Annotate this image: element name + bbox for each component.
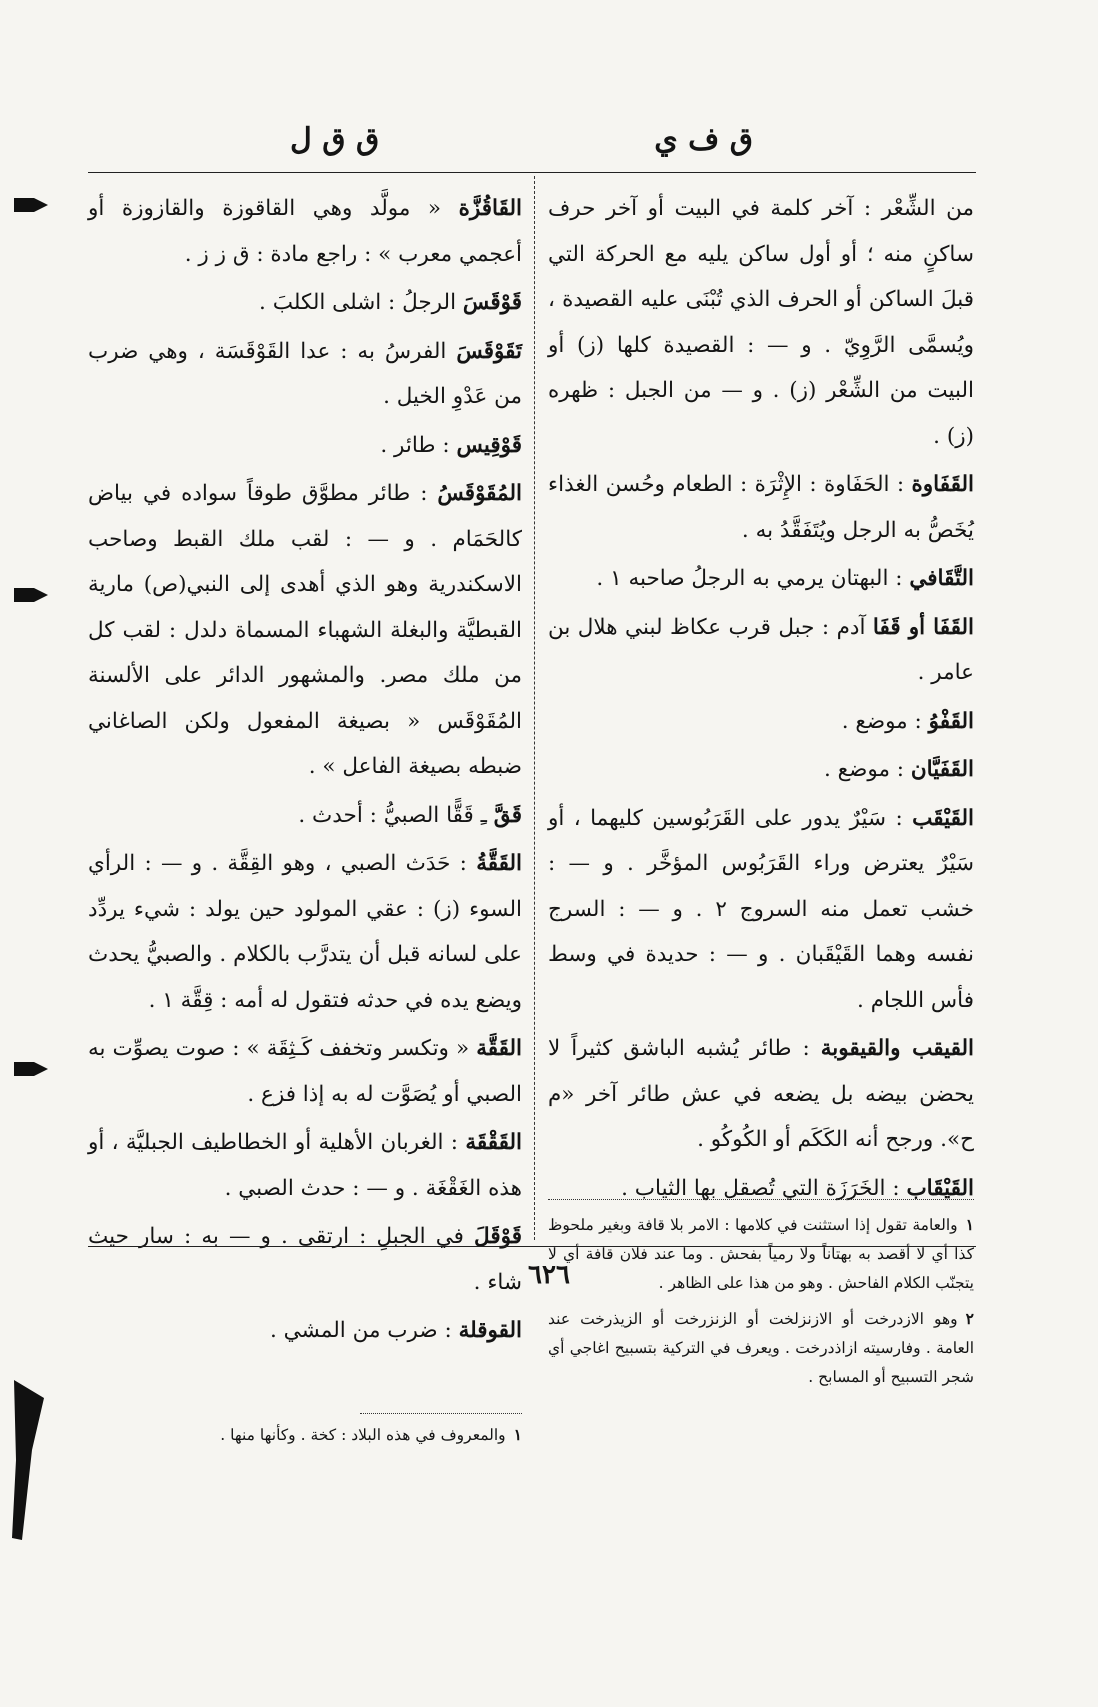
entry — [548, 699, 974, 745]
definition: في الجبلِ : ارتقى . و — به : سار حيث شاء . — [88, 1224, 522, 1295]
entry — [548, 462, 974, 553]
entry — [548, 747, 974, 793]
definition: : طائر مطوَّق طوقاً سواده في بياض كالحَمَام . و — : لقب ملك القبط وصاحب الاسكندرية وهو الذي أهدى إلى النبي(ص) مارية القبطيَّة والبغلة الشهباء المسماة دلدل : لقب كل من ملك مصر. والمشهور الدائر على الألسنة المُقَوْقَس « بصيغة المفعول ولكن الصاغاني ضبطه بصيغة الفاعل » . — [88, 481, 522, 779]
entry — [88, 1308, 522, 1354]
headword: القَيْقَب — [912, 805, 974, 831]
headword: قَقَّ — [493, 802, 522, 828]
headword: القَقَّة — [476, 1036, 522, 1061]
headword: تَقَوْقَسَ — [456, 338, 522, 364]
left-column — [88, 186, 522, 1357]
headword: قَوْقَلَ — [474, 1224, 522, 1249]
entry — [548, 796, 974, 1024]
entry — [88, 329, 522, 420]
entry — [548, 1166, 974, 1212]
footnote-number: ٢ — [965, 1309, 974, 1328]
column-divider — [534, 176, 535, 1240]
entry — [548, 605, 974, 696]
right-column — [548, 186, 974, 1214]
footnote-text: وهو الازدرخت أو الازنزلخت أو الزنزرخت أو الزيذرخت عند العامة . وفارسيته ازاذدرخت . ويعرف في التركية بتسبيح اغاجي أي شجر التسبيح أو المسابح . — [548, 1310, 974, 1386]
entry — [88, 423, 522, 469]
definition: : حَدَث الصبي ، وهو القِقَّة . و — : الرأي السوء (ز) : عقي المولود حين يولد : شيء يردِّد على لسانه قبل أن يتدرَّب بالكلام . والصبيُّ يحدث ويضع يده في حدثه فتقول له أمه : قِقَّة ١ . — [88, 851, 522, 1013]
page-number: ٦٢٦ — [528, 1260, 570, 1290]
definition: من الشِّعْر : آخر كلمة في البيت أو آخر حرف ساكنٍ منه ؛ أو أول ساكن يليه مع الحركة التي قبلَ الساكن أو الحرف الذي تُبْنَى عليه القصيدة ، ويُسمَّى الرَّوِيّ . و — : القصيدة كلها (ز) أو البيت من الشِّعْر (ز) . و — من الجبل : ظهره (ز) . — [548, 196, 974, 449]
entry — [88, 1120, 522, 1211]
footnote-number: ١ — [965, 1215, 974, 1234]
definition: : طائر يُشبه الباشق كثيراً لا يحضن بيضه بل يضعه في عش طائر آخر «م ح». ورجح أنه الكَكَم أو الكُوكُو . — [548, 1036, 974, 1152]
running-head-right: ق ف ي — [654, 122, 753, 157]
definition: : موضع . — [823, 757, 911, 782]
definition: آدم : جبل قرب عكاظ لبني هلال بن عامر . — [548, 614, 974, 685]
entry — [548, 1026, 974, 1163]
margin-arrow-icon — [14, 196, 48, 214]
definition: : البهتان يرمي به الرجلُ صاحبه ١ . — [596, 566, 910, 591]
footnote — [548, 1304, 974, 1392]
headword: القَفَا أو قَفَا — [872, 614, 974, 640]
definition: : الخَرَزَة التي تُصقل بها الثياب . — [621, 1175, 907, 1201]
margin-arrow-icon — [14, 1060, 48, 1078]
definition: الفرسُ به : عدا القَوْقَسَة ، وهي ضرب من عَدْوِ الخيل . — [88, 338, 522, 409]
headword: القَقْقَة — [465, 1130, 522, 1155]
definition: : موضع . — [841, 708, 929, 734]
footnote-separator — [548, 1199, 974, 1200]
entry — [88, 280, 522, 326]
headword: القَفْوُ — [928, 708, 974, 734]
headword: قَوْقِيس — [456, 432, 522, 458]
entry — [88, 793, 522, 839]
definition: ـِ قَقًّا الصبيُّ : أحدث . — [298, 802, 494, 828]
footnote-number: ١ — [513, 1425, 522, 1444]
definition: : سَيْرٌ يدور على القَرَبُوسين كليهما ، أو سَيْرٌ يعترض وراء القَرَبُوس المؤخَّر . و — : خشب تعمل منه السروج ٢ . و — : السرج نفسه وهما القَيْقَبان . و — : حديدة في وسط فأس اللجام . — [548, 805, 974, 1013]
definition: : ضرب من المشي . — [270, 1318, 459, 1343]
definition: « مولَّد وهي القاقوزة والقازوزة أو أعجمي معرب » : راجع مادة : ق ز ز . — [88, 196, 522, 267]
definition: « وتكسر وتخفف كَـثِقَة » : صوت يصوِّت به الصبي أو يُصَوَّت له به إذا فزع . — [88, 1036, 522, 1107]
definition: الرجلُ : اشلى الكلبَ . — [259, 290, 463, 315]
headword: القيقب والقيقوبة — [820, 1036, 975, 1061]
headword: القَفَيَّان — [910, 757, 974, 782]
top-rule — [88, 172, 976, 173]
footnote — [88, 1420, 522, 1450]
footnotes-right — [548, 1210, 974, 1398]
entry — [88, 186, 522, 277]
margin-arrow-icon — [14, 586, 48, 604]
footnote-text: والعامة تقول إذا استثنت في كلامها : الامر بلا قافة وبغير ملحوظ كذا أي لا أقصد به بهتاناً ولا رمياً بفحش . وما عند فلان قافة أي لا يتجنّب الكلام الفاحش . وهو من هذا على الظاهر . — [548, 1216, 974, 1292]
entry — [548, 556, 974, 602]
headword: القَاقُزَّة — [458, 196, 522, 221]
entry — [88, 841, 522, 1023]
definition: : طائر . — [380, 432, 457, 458]
entry — [88, 471, 522, 790]
headword: القوقلة — [458, 1318, 522, 1343]
binding-edge-mark — [10, 1380, 50, 1540]
definition: : الغربان الأهلية أو الخطاطيف الجبليَّة ، أو هذه الغَقْغَة . و — : حدث الصبي . — [88, 1130, 522, 1201]
entry — [548, 186, 974, 459]
headword: المُقَوْقَسُ — [437, 481, 522, 506]
running-head-left: ق ق ل — [290, 122, 380, 157]
footnotes-left — [88, 1420, 522, 1456]
entry — [88, 1026, 522, 1117]
footnote-separator — [360, 1413, 522, 1414]
bottom-rule — [88, 1246, 976, 1247]
footnote-text: والمعروف في هذه البلاد : كخة . وكأنها منها . — [220, 1426, 506, 1444]
headword: القَقَّةُ — [476, 851, 522, 876]
headword: القَيْقَاب — [906, 1175, 974, 1201]
definition: : الحَفَاوة : الإِثْرَة : الطعام وحُسن الغذاء يُخَصُّ به الرجل ويُتَفَقَّدُ به . — [548, 472, 974, 543]
headword: التَّقَافي — [909, 566, 974, 591]
headword: القَفَاوة — [911, 472, 974, 497]
headword: قَوْقَسَ — [462, 290, 522, 315]
